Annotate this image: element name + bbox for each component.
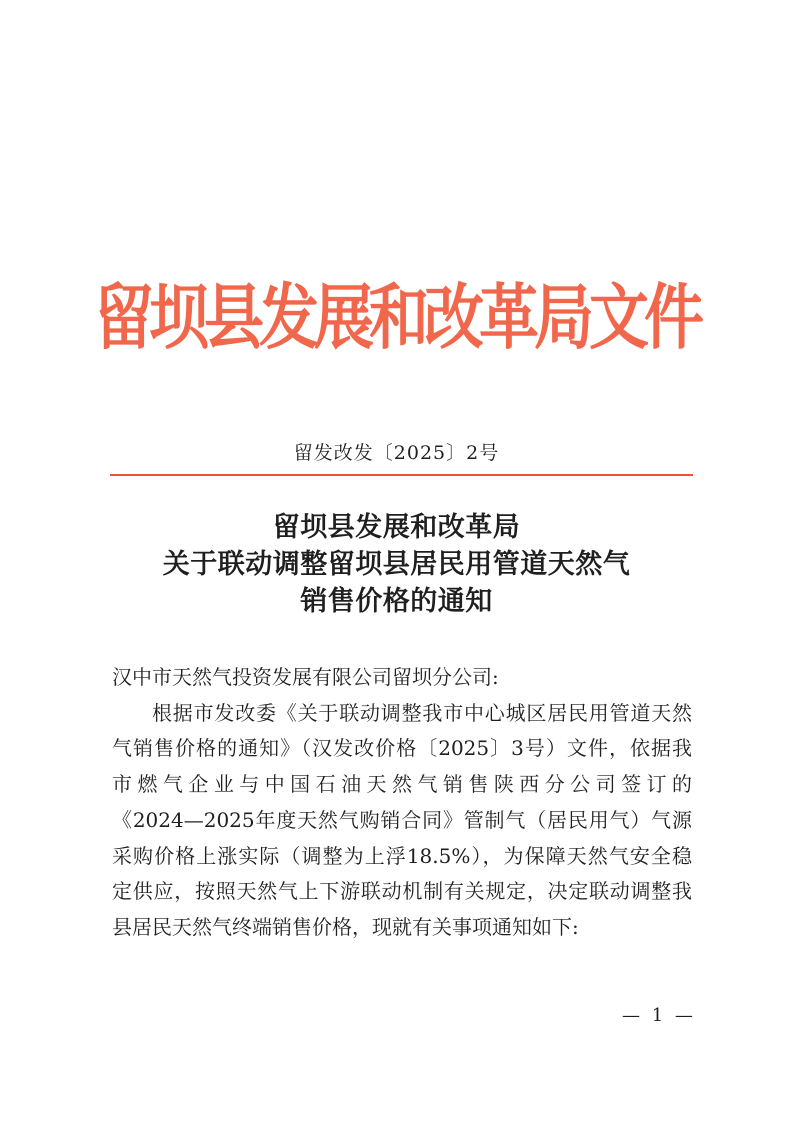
notice-title [0, 509, 793, 620]
body-line: 县居民天然气终端销售价格，现就有关事项通知如下: [112, 914, 579, 939]
body-line: 定供应，按照天然气上下游联动机制有关规定，决定联动调整我 [112, 879, 692, 904]
body-line: 采购价格上涨实际（调整为上浮18.5%），为保障天然气安全稳 [112, 843, 692, 868]
title-line: 关于联动调整留坝县居民用管道天然气 [162, 549, 631, 580]
notice-body [112, 660, 692, 946]
page-number: — 1 — [622, 1005, 696, 1026]
title-line: 留坝县发展和改革局 [272, 512, 521, 543]
body-line: 《2024—2025年度天然气购销合同》管制气（居民用气）气源 [112, 807, 692, 832]
body-line: 气销售价格的通知》（汉发改价格〔2025〕3号）文件，依据我 [112, 736, 692, 761]
issuing-org-header: 留坝县发展和改革局文件 [94, 277, 699, 360]
red-divider-rule [110, 474, 693, 476]
document-number: 留发改发〔2025〕2号 [293, 442, 500, 464]
body-line: 根据市发改委《关于联动调整我市中心城区居民用管道天然 [152, 700, 692, 725]
title-line: 销售价格的通知 [300, 586, 493, 617]
body-line: 市燃气企业与中国石油天然气销售陕西分公司签订的 [112, 772, 692, 797]
salutation: 汉中市天然气投资发展有限公司留坝分公司: [112, 665, 499, 689]
